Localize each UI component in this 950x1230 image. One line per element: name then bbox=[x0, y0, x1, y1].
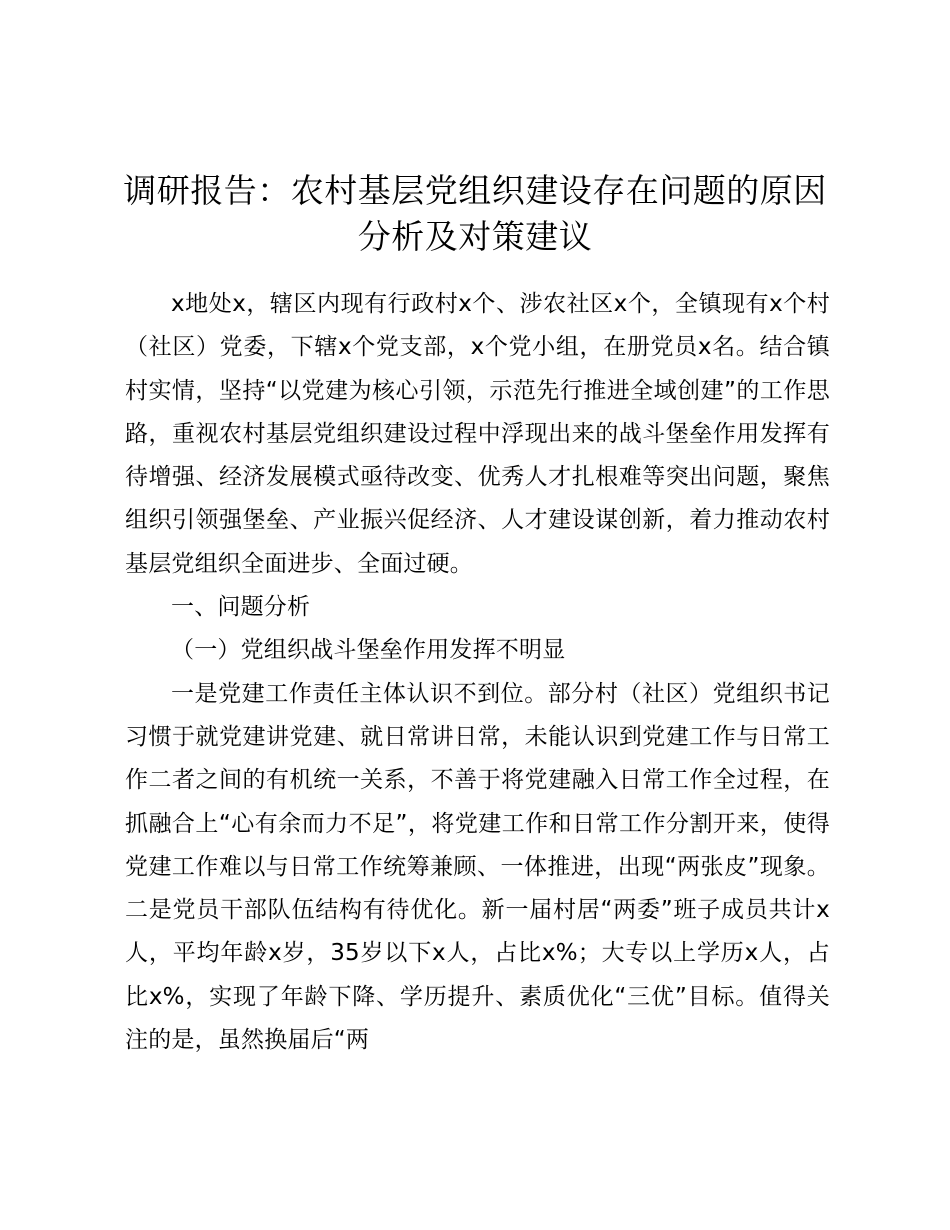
section-heading: 一、问题分析 bbox=[171, 594, 311, 621]
body-paragraph: 一是党建工作责任主体认识不到位。部分村（社区）党组织书记习惯于就党建讲党建、就日常讲日常，未能认识到党建工作与日常工作二者之间的有机统一关系，不善于将党建融入日常工作全过程，在抓融合上“心有余而力不足”，将党建工作和日常工作分割开来，使得党建工作难以与日常工作统筹兼顾、一体推进，出现“两张皮”现象。二是党员干部队伍结构有待优化。新一届村居“两委”班子成员共计x人，平均年龄x岁，35岁以下x人，占比x%；大专以上学历x人，占比x%，实现了年龄下降、学历提升、素质优化“三优”目标。值得关注的是，虽然换届后“两 bbox=[125, 680, 830, 1054]
document-body bbox=[125, 283, 830, 1062]
intro-paragraph: x地处x，辖区内现有行政村x个、涉农社区x个，全镇现有x个村（社区）党委，下辖x个党支部，x个党小组，在册党员x名。结合镇村实情，坚持“以党建为核心引领，示范先行推进全域创建”的工作思路，重视农村基层党组织建设过程中浮现出来的战斗堡垒作用发挥有待增强、经济发展模式亟待改变、优秀人才扎根难等突出问题，聚焦组织引领强堡垒、产业振兴促经济、人才建设谋创新，着力推动农村基层党组织全面进步、全面过硬。 bbox=[125, 291, 830, 577]
subsection-heading: （一）党组织战斗堡垒作用发挥不明显 bbox=[171, 637, 566, 664]
document-title: 调研报告：农村基层党组织建设存在问题的原因分析及对策建议 bbox=[123, 171, 827, 256]
